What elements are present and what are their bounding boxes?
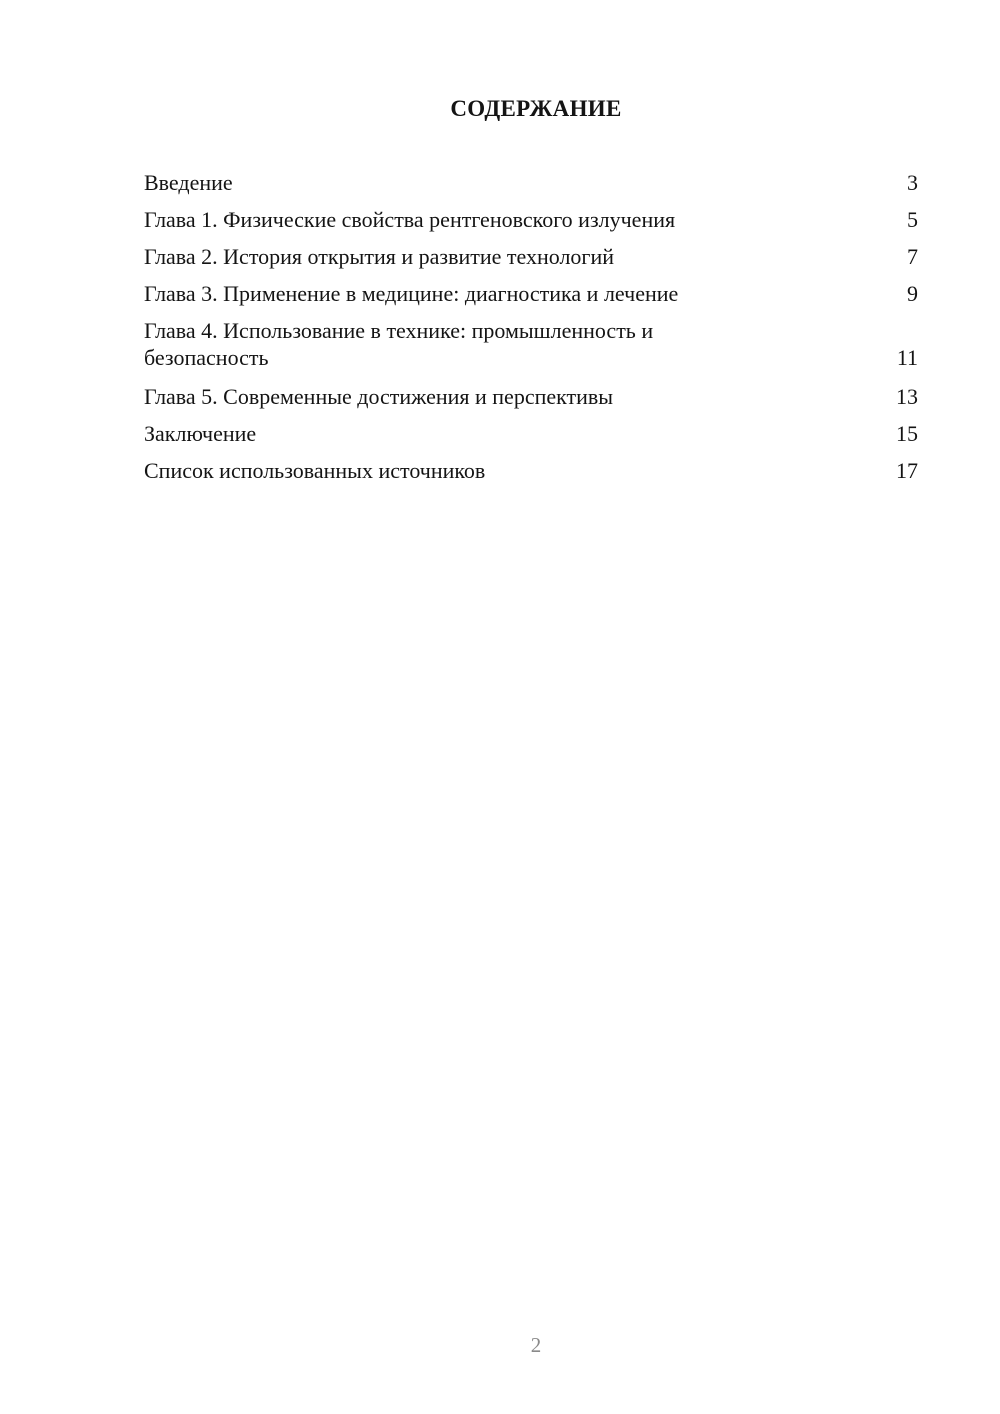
toc-item-page: 7	[907, 244, 918, 269]
toc-item-page: 17	[896, 458, 918, 483]
toc-item-chapter-3	[144, 280, 918, 307]
toc-item-label: Глава 5. Современные достижения и перспективы	[144, 384, 614, 409]
toc-item-label: Глава 2. История открытия и развитие технологий	[144, 244, 615, 269]
toc-item-chapter-1	[144, 206, 918, 233]
toc-item-label: Глава 3. Применение в медицине: диагностика и лечение	[144, 281, 679, 306]
toc-item-label: Глава 1. Физические свойства рентгеновского излучения	[144, 207, 676, 232]
toc-item-references	[144, 457, 918, 484]
toc-item-page: 15	[896, 421, 918, 446]
toc-item-conclusion	[144, 420, 918, 447]
table-of-contents	[144, 169, 918, 494]
toc-item-page: 9	[907, 281, 918, 306]
toc-item-chapter-4	[144, 317, 918, 371]
toc-item-label: Введение	[144, 170, 233, 195]
page-number: 2	[530, 1333, 542, 1357]
toc-item-introduction	[144, 169, 918, 196]
toc-item-label: Заключение	[144, 421, 257, 446]
toc-item-page: 5	[907, 207, 918, 232]
toc-title: СОДЕРЖАНИЕ	[450, 96, 622, 121]
toc-item-page: 3	[907, 170, 918, 195]
toc-item-page: 11	[896, 345, 918, 370]
toc-item-chapter-2	[144, 243, 918, 270]
toc-item-page: 13	[896, 384, 918, 409]
toc-item-chapter-5	[144, 383, 918, 410]
toc-item-label: Глава 4. Использование в технике: промышленность и безопасность	[144, 318, 654, 370]
toc-item-label: Список использованных источников	[144, 458, 486, 483]
